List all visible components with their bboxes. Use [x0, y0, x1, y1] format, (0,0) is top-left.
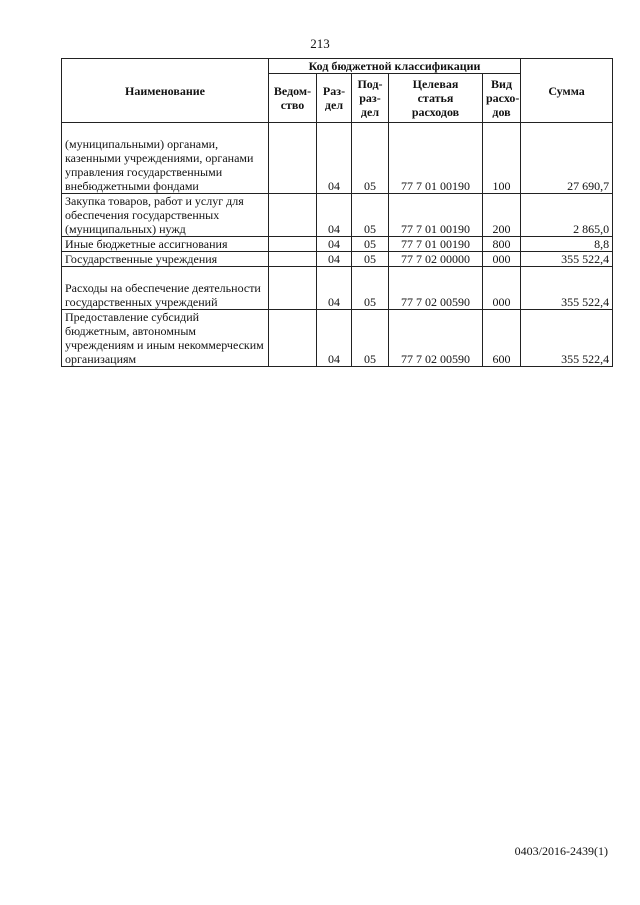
row-section: 04: [317, 123, 352, 194]
row-target: 77 7 02 00590: [389, 310, 483, 367]
header-department: [269, 74, 317, 123]
row-target: 77 7 01 00190: [389, 237, 483, 252]
row-name: Иные бюджетные ассигнования: [62, 237, 269, 252]
row-name: Закупка товаров, работ и услуг для обеспечения государственных (муниципальных) нужд: [62, 194, 269, 237]
row-section: 04: [317, 267, 352, 310]
table-row: [62, 237, 613, 252]
row-amount: 355 522,4: [521, 310, 613, 367]
header-target-article-text: Целевая статья расходов: [411, 77, 460, 119]
row-section: 04: [317, 310, 352, 367]
row-department: [269, 194, 317, 237]
row-section: 04: [317, 237, 352, 252]
row-amount: 2 865,0: [521, 194, 613, 237]
row-section: 04: [317, 252, 352, 267]
row-target: 77 7 01 00190: [389, 194, 483, 237]
row-amount: 355 522,4: [521, 267, 613, 310]
row-target: 77 7 02 00000: [389, 252, 483, 267]
table-row: [62, 310, 613, 367]
row-type: 800: [483, 237, 521, 252]
header-amount: Сумма: [521, 59, 613, 123]
header-expense-type: [483, 74, 521, 123]
row-amount: 8,8: [521, 237, 613, 252]
document-code: 0403/2016-2439(1): [514, 844, 608, 858]
page-number: 213: [310, 36, 330, 51]
row-subsection: 05: [352, 252, 389, 267]
header-department-text: Ведом- ство: [273, 84, 312, 112]
row-type: 600: [483, 310, 521, 367]
row-subsection: 05: [352, 267, 389, 310]
header-expense-type-text: Вид расхо- дов: [486, 77, 520, 119]
row-name: Предоставление субсидий бюджетным, автономным учреждениям и иным некоммерческим организациям: [62, 310, 269, 367]
row-section: 04: [317, 194, 352, 237]
header-name: Наименование: [62, 59, 269, 123]
row-subsection: 05: [352, 123, 389, 194]
header-section-text: Раз- дел: [322, 84, 346, 112]
budget-table: [61, 58, 613, 367]
row-department: [269, 267, 317, 310]
row-type: 200: [483, 194, 521, 237]
table-row: [62, 267, 613, 310]
row-target: 77 7 01 00190: [389, 123, 483, 194]
row-subsection: 05: [352, 194, 389, 237]
row-department: [269, 310, 317, 367]
header-subsection-text: Под- раз- дел: [357, 77, 383, 119]
row-name: (муниципальными) органами, казенными учреждениями, органами управления государственными внебюджетными фондами: [62, 123, 269, 194]
row-name: Расходы на обеспечение деятельности государственных учреждений: [62, 267, 269, 310]
table-row: [62, 123, 613, 194]
row-department: [269, 252, 317, 267]
row-department: [269, 237, 317, 252]
table-row: [62, 252, 613, 267]
header-section: [317, 74, 352, 123]
row-type: 000: [483, 252, 521, 267]
row-subsection: 05: [352, 310, 389, 367]
header-target-article: [389, 74, 483, 123]
row-amount: 355 522,4: [521, 252, 613, 267]
row-amount: 27 690,7: [521, 123, 613, 194]
row-department: [269, 123, 317, 194]
row-target: 77 7 02 00590: [389, 267, 483, 310]
row-subsection: 05: [352, 237, 389, 252]
header-subsection: [352, 74, 389, 123]
row-name: Государственные учреждения: [62, 252, 269, 267]
header-classification-group: Код бюджетной классификации: [269, 59, 521, 74]
row-type: 100: [483, 123, 521, 194]
row-type: 000: [483, 267, 521, 310]
table-row: [62, 194, 613, 237]
